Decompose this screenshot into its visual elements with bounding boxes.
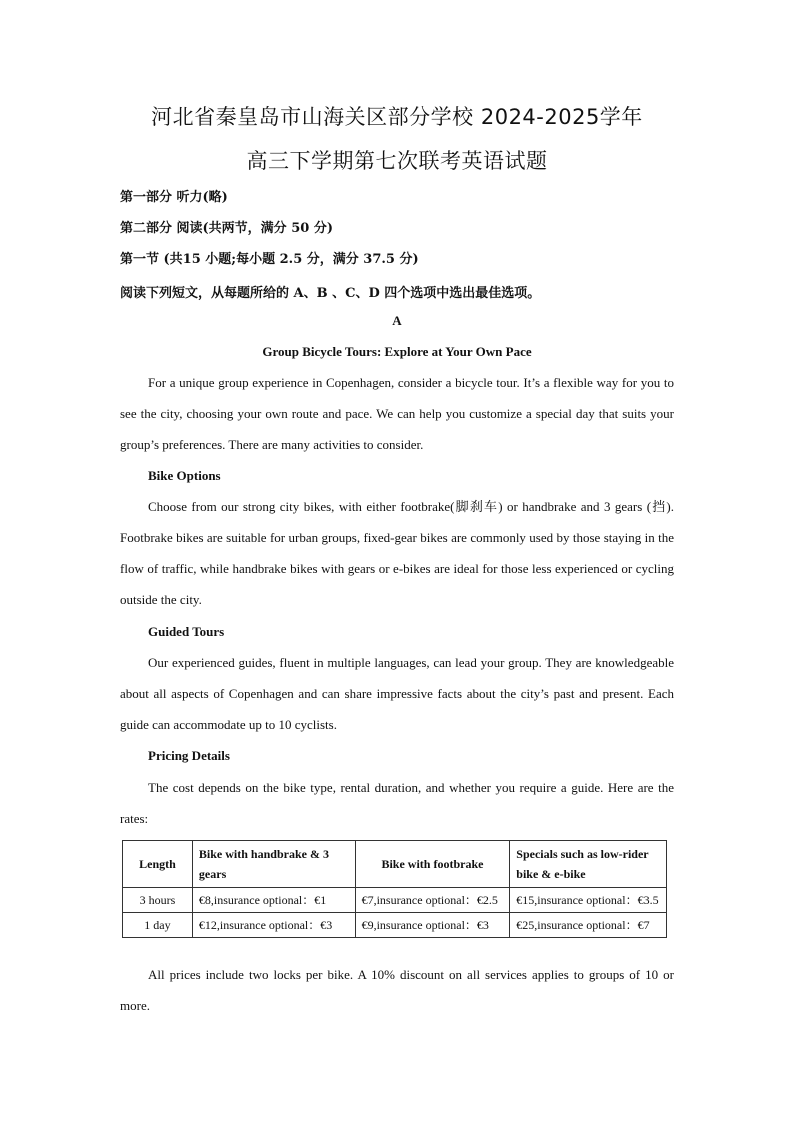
table-header-cell: Bike with footbrake: [355, 841, 510, 888]
instruction-text: 阅读下列短文，从每题所给的 A、B 、C、D 四个选项中选出最佳选项。: [120, 286, 541, 301]
part-1-heading: 第一部分 听力(略): [120, 190, 228, 205]
table-header-cell: Bike with handbrake & 3 gears: [192, 841, 355, 888]
table-header-row: [123, 841, 667, 888]
footer-paragraph: All prices include two locks per bike. A 10% discount on all services applies to groups of 10 or more.: [120, 967, 674, 1013]
guided-tours-heading: Guided Tours: [148, 624, 225, 639]
pricing-table: [122, 840, 667, 938]
part-2-heading: 第二部分 阅读(共两节，满分 50 分): [120, 221, 333, 236]
pricing-paragraph: The cost depends on the bike type, rental duration, and whether you require a guide. Here are the rates:: [120, 780, 674, 826]
table-cell: €7,insurance optional：€2.5: [355, 888, 510, 913]
passage-title: Group Bicycle Tours: Explore at Your Own Pace: [262, 344, 532, 359]
table-cell: 1 day: [123, 913, 193, 938]
table-row: [123, 888, 667, 913]
bike-options-paragraph: Choose from our strong city bikes, with either footbrake(脚刹车) or handbrake and 3 gears (挡). Footbrake bikes are suitable for urban groups, fixed-gear bikes are commonly used by those staying in the flow of traffic, while handbrake bikes with gears or e-bikes are ideal for those less experienced or cycling outside the city.: [120, 499, 674, 607]
table-cell: €12,insurance optional：€3: [192, 913, 355, 938]
passage-letter: A: [392, 313, 402, 328]
section-1-heading: 第一节 (共15 小题;每小题 2.5 分，满分 37.5 分): [120, 252, 419, 267]
table-row: [123, 913, 667, 938]
table-cell: €25,insurance optional：€7: [510, 913, 667, 938]
table-cell: 3 hours: [123, 888, 193, 913]
bike-options-heading: Bike Options: [148, 468, 221, 483]
table-cell: €8,insurance optional：€1: [192, 888, 355, 913]
table-header-cell: Specials such as low-rider bike & e-bike: [510, 841, 667, 888]
document-title-line-2: 高三下学期第七次联考英语试题: [246, 149, 548, 173]
table-cell: €15,insurance optional：€3.5: [510, 888, 667, 913]
table-cell: €9,insurance optional：€3: [355, 913, 510, 938]
table-header-cell: Length: [123, 841, 193, 888]
guided-tours-paragraph: Our experienced guides, fluent in multiple languages, can lead your group. They are knowledgeable about all aspects of Copenhagen and can share impressive facts about the city’s past and present. Each guide can accommodate up to 10 cyclists.: [120, 655, 674, 732]
intro-paragraph: For a unique group experience in Copenhagen, consider a bicycle tour. It’s a flexible way for you to see the city, choosing your own route and pace. We can help you customize a special day that suits your group’s preferences. There are many activities to consider.: [120, 375, 674, 452]
pricing-heading: Pricing Details: [148, 748, 230, 763]
document-title-line-1: 河北省秦皇岛市山海关区部分学校 2024-2025学年: [151, 105, 643, 129]
